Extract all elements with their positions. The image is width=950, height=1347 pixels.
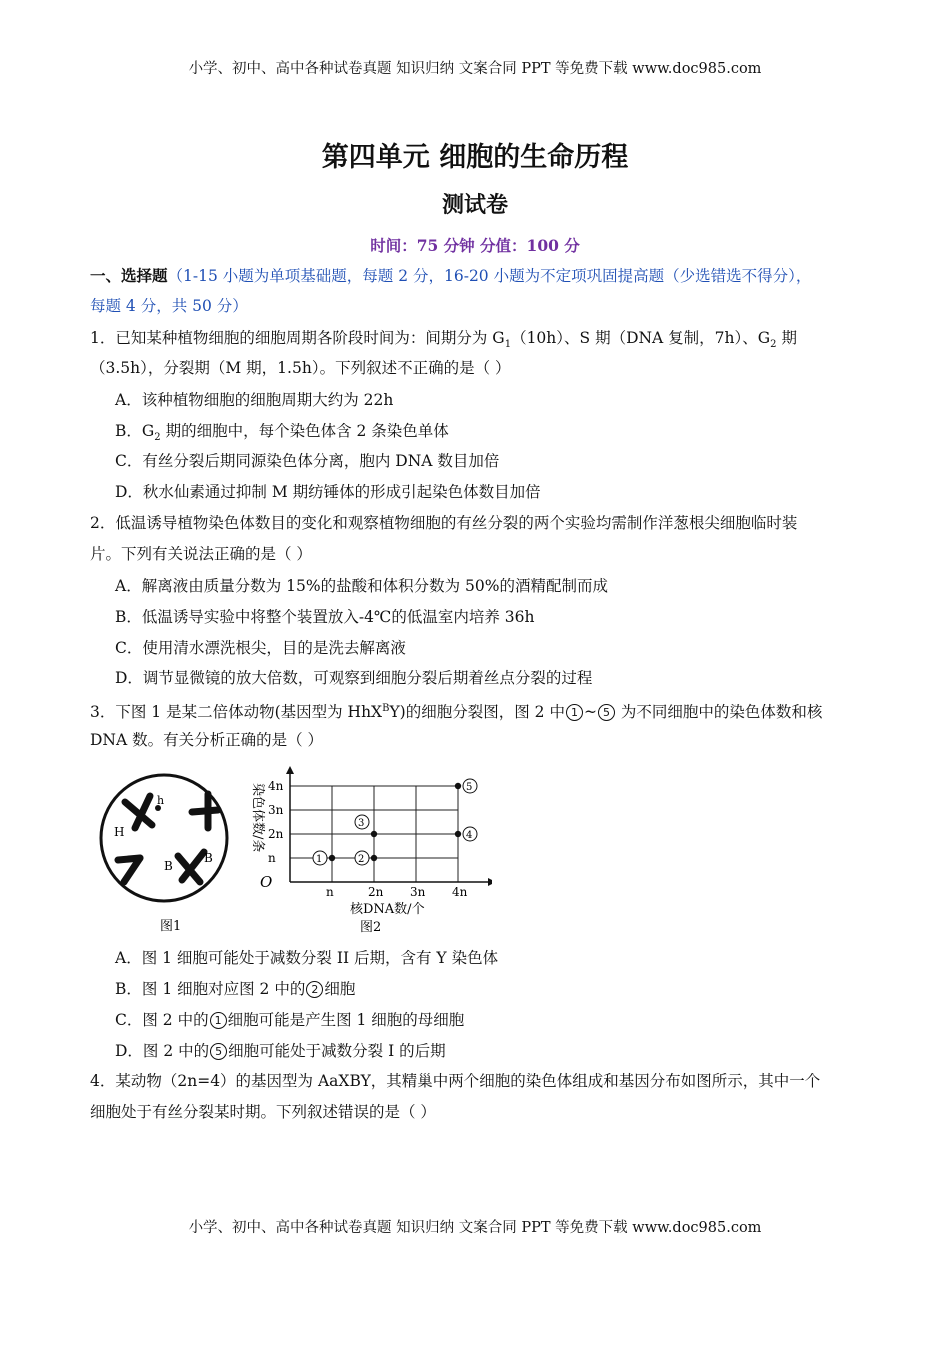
chromosome-bottom-left [118, 858, 140, 882]
exam-meta: 时间：75 分钟 分值：100 分 [370, 236, 580, 255]
y-tick-label: 2n [268, 827, 284, 841]
section-label: 一、选择题 [90, 266, 168, 285]
circled-number: 5 [598, 704, 615, 721]
q4-stem-line2: 细胞处于有丝分裂某时期。下列叙述错误的是（ ） [90, 1103, 436, 1121]
x-tick-label: n [326, 885, 334, 899]
data-point [455, 831, 461, 837]
q2-stem-line1: 2．低温诱导植物染色体数目的变化和观察植物细胞的有丝分裂的两个实验均需制作洋葱根尖细胞临时装 [90, 514, 798, 532]
q3-d-text: 细胞可能处于减数分裂 Ⅰ 的后期 [228, 1042, 446, 1060]
circled-number: 5 [210, 1043, 227, 1060]
data-point [329, 855, 335, 861]
data-point [371, 831, 377, 837]
q1-b-text: B．G [115, 422, 155, 440]
figure-2-chart [242, 765, 492, 940]
q2-option-a: A．解离液由质量分数为 15%的盐酸和体积分数为 50%的酒精配制而成 [115, 577, 608, 595]
chart-x-label: 核DNA数/个 [350, 902, 425, 917]
y-tick-label: n [268, 851, 276, 865]
chromosome-top-left [125, 796, 152, 828]
q1-option-d: D．秋水仙素通过抑制 M 期纺锤体的形成引起染色体数目加倍 [115, 483, 541, 501]
q3-tilde: ~ [583, 703, 597, 722]
point-label: 4 [466, 830, 473, 841]
q2-stem-line2: 片。下列有关说法正确的是（ ） [90, 545, 312, 563]
section-note: （1-15 小题为单项基础题，每题 2 分，16-20 小题为不定项巩固提高题（少选错选不得分）， [167, 267, 812, 285]
circled-number: 2 [306, 981, 323, 998]
q2-option-d: D．调节显微镜的放大倍数，可观察到细胞分裂后期着丝点分裂的过程 [115, 669, 593, 687]
gene-label-H: H [114, 825, 125, 839]
q3-text: Y)的细胞分裂图，图 2 中 [389, 703, 565, 722]
page-footer: 小学、初中、高中各种试卷真题 知识归纳 文案合同 PPT 等免费下载 www.doc985.com [188, 1220, 762, 1236]
q1-option-b [115, 420, 449, 449]
x-tick-label: 2n [368, 885, 384, 899]
chart-caption: 图2 [360, 920, 382, 935]
q1-sub: 1 [504, 339, 512, 351]
q3-option-a: A．图 1 细胞可能处于减数分裂 II 后期，含有 Y 染色体 [115, 949, 499, 967]
q2-option-c: C．使用清水漂洗根尖，目的是洗去解离液 [115, 639, 406, 657]
x-tick-label: 4n [452, 885, 468, 899]
page-title: 第四单元 细胞的生命历程 [321, 142, 629, 173]
point-label: 1 [316, 854, 323, 865]
q1-text: （10h）、S 期（DNA 复制，7h）、G [511, 329, 771, 347]
gene-label-h: h [157, 794, 165, 807]
chromosome-bottom-right [178, 852, 204, 882]
data-point [455, 783, 461, 789]
q3-c-text: C．图 2 中的 [115, 1011, 209, 1029]
q3-stem-line2: DNA 数。有关分析正确的是（ ） [90, 731, 324, 749]
point-label: 2 [358, 854, 365, 865]
q1-text: 1．已知某种植物细胞的细胞周期各阶段时间为：间期分为 G [90, 329, 505, 347]
q3-option-c [115, 1009, 464, 1031]
x-tick-label: 3n [410, 885, 426, 899]
q3-b-text: B．图 1 细胞对应图 2 中的 [115, 980, 306, 998]
q3-d-text: D．图 2 中的 [115, 1042, 210, 1060]
y-axis-arrow [286, 766, 294, 774]
point-label: 3 [358, 818, 365, 829]
x-axis-arrow [488, 878, 492, 886]
page-header: 小学、初中、高中各种试卷真题 知识归纳 文案合同 PPT 等免费下载 www.doc985.com [188, 61, 762, 77]
circled-number: 1 [210, 1012, 227, 1029]
y-tick-label: 3n [268, 803, 284, 817]
q1-option-c: C．有丝分裂后期同源染色体分离，胞内 DNA 数目加倍 [115, 452, 500, 470]
figure-1-cell-diagram [90, 770, 255, 940]
q3-text: 3．下图 1 是某二倍体动物(基因型为 HhX [90, 703, 383, 722]
q3-c-text: 细胞可能是产生图 1 细胞的母细胞 [227, 1011, 465, 1029]
q4-stem-line1: 4．某动物（2n=4）的基因型为 AaXBY，其精巢中两个细胞的染色体组成和基因分布如图所示，其中一个 [90, 1072, 821, 1090]
q1-b-sub: 2 [154, 432, 161, 444]
q1-stem-line2: （3.5h），分裂期（M 期，1.5h）。下列叙述不正确的是（ ） [90, 359, 511, 377]
figure-1-caption: 图1 [160, 919, 182, 934]
chart-y-label: 染色体数/条 [250, 783, 265, 853]
q1-text: 期 [776, 329, 797, 347]
circled-number: 1 [566, 704, 583, 721]
q1-option-a: A．该种植物细胞的细胞周期大约为 22h [115, 391, 394, 409]
y-tick-label: 4n [268, 779, 284, 793]
q1-stem-line1 [90, 327, 797, 356]
q3-option-d [115, 1040, 446, 1062]
data-point [371, 855, 377, 861]
gene-label-B: B [164, 859, 173, 873]
q3-text: 为不同细胞中的染色体数和核 [615, 703, 823, 722]
q3-sup: B [382, 703, 390, 714]
gene-label-B: B [204, 851, 213, 865]
q3-stem-line1 [90, 698, 822, 723]
chart-origin: O [260, 873, 273, 891]
q2-option-b: B．低温诱导实验中将整个装置放入-4℃的低温室内培养 36h [115, 608, 535, 626]
section-note-cont: 每题 4 分，共 50 分） [90, 297, 248, 315]
q3-option-b [115, 978, 355, 1000]
q3-b-text: 细胞 [324, 980, 356, 998]
page-subtitle: 测试卷 [441, 193, 508, 218]
q1-sub: 2 [770, 339, 777, 351]
point-label: 5 [466, 782, 473, 793]
section-heading-line [90, 265, 811, 287]
q1-b-text: 期的细胞中，每个染色体含 2 条染色单体 [160, 422, 449, 440]
